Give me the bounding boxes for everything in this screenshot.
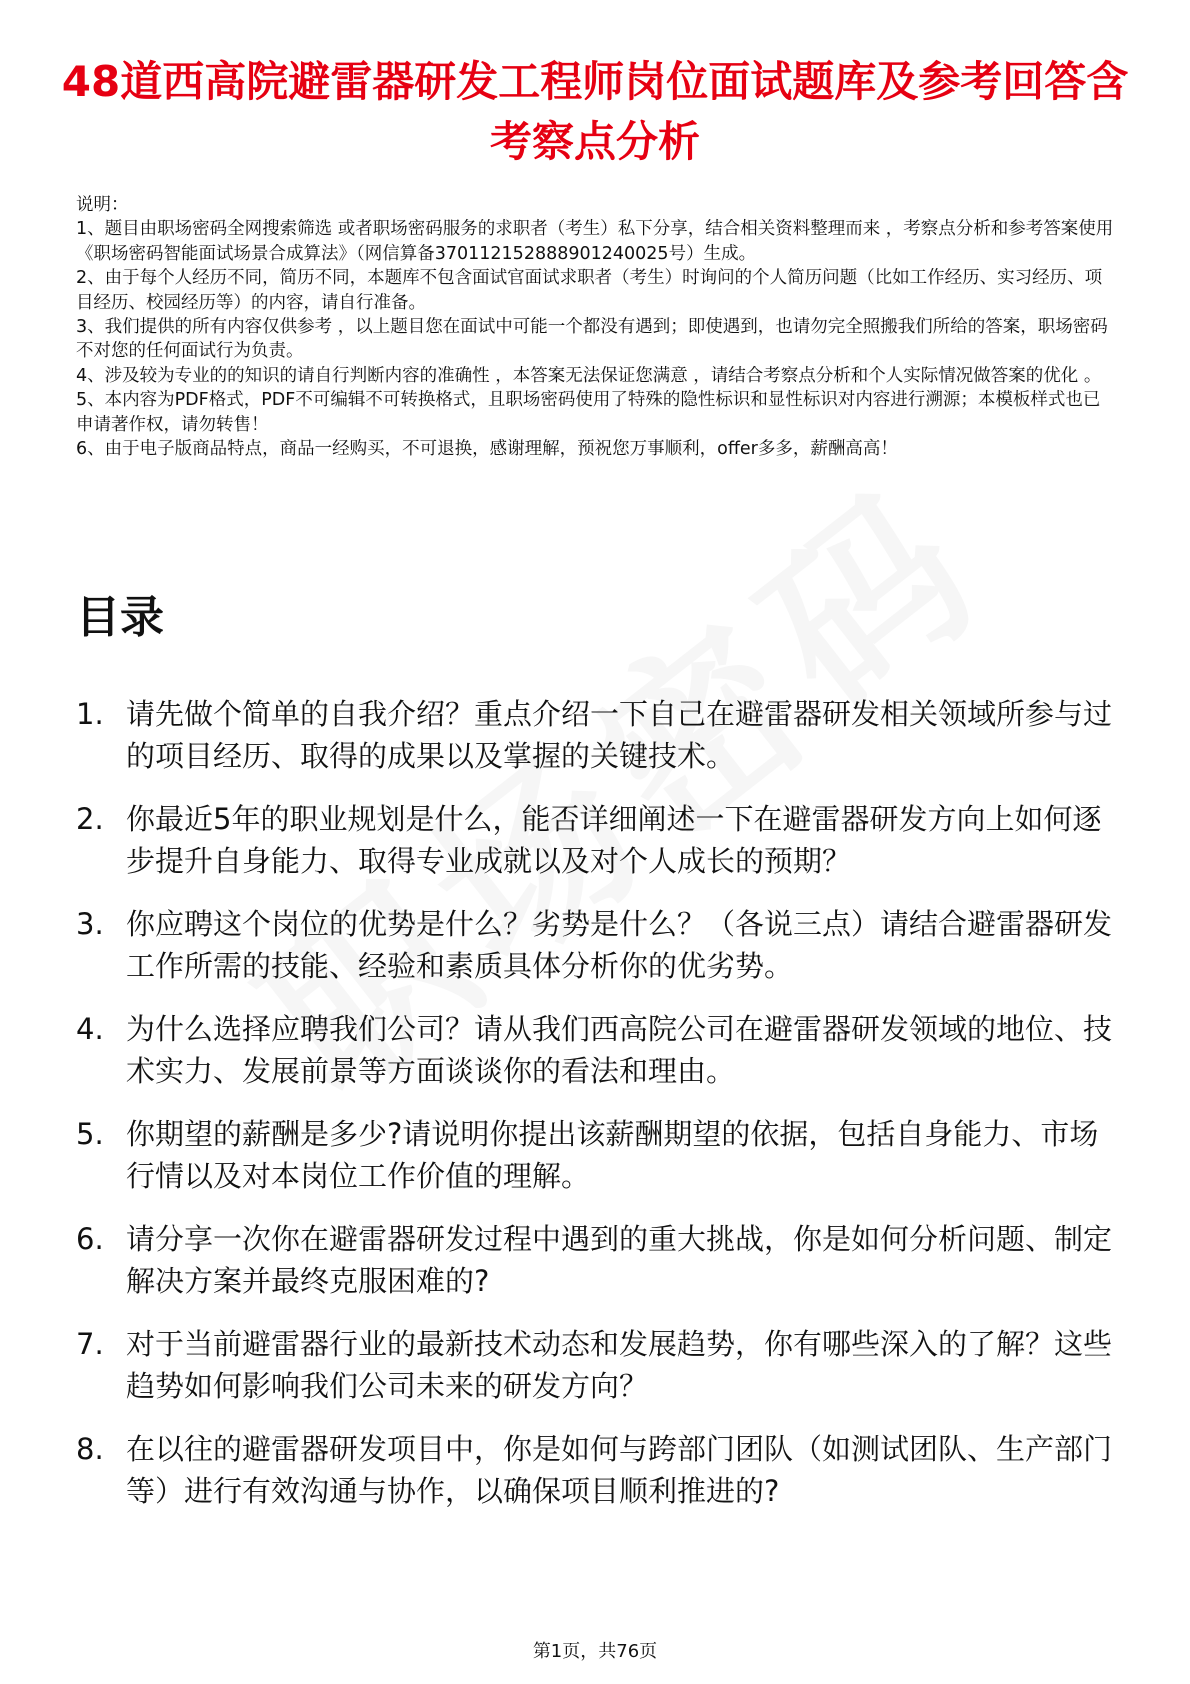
note-item-6: 6、由于电子版商品特点，商品一经购买，不可退换，感谢理解，预祝您万事顺利，offer多多，薪酬高高！ xyxy=(76,439,898,460)
toc-item-text: 请先做个简单的自我介绍？重点介绍一下自己在避雷器研发相关领域所参与过的项目经历、取得的成果以及掌握的关键技术。 xyxy=(126,697,1113,773)
document-title: 48道西高院避雷器研发工程师岗位面试题库及参考回答含考察点分析 xyxy=(61,57,1129,166)
toc-item[interactable] xyxy=(76,1218,1126,1302)
toc-item[interactable] xyxy=(76,798,1126,882)
toc-item-number: 7. xyxy=(76,1327,104,1361)
note-item-3: 3、我们提供的所有内容仅供参考 ，以上题目您在面试中可能一个都没有遇到；即使遇到，也请勿完全照搬我们所给的答案，职场密码不对您的任何面试行为负责。 xyxy=(76,317,1108,362)
toc-item-number: 2. xyxy=(76,802,104,836)
toc-heading: 目录 xyxy=(76,592,164,643)
toc-item-number: 8. xyxy=(76,1432,104,1466)
toc-item[interactable] xyxy=(76,903,1126,987)
toc-item-number: 3. xyxy=(76,907,104,941)
note-item-1: 1、题目由职场密码全网搜索筛选 或者职场密码服务的求职者（考生）私下分享，结合相关资料整理而来 ，考察点分析和参考答案使用《职场密码智能面试场景合成算法》（网信算备370112152888901240025号）生成。 xyxy=(76,219,1114,264)
toc-item-number: 4. xyxy=(76,1012,104,1046)
toc-list xyxy=(76,693,1126,1533)
toc-item[interactable] xyxy=(76,1113,1126,1197)
notes-heading: 说明： xyxy=(76,195,129,215)
toc-item[interactable] xyxy=(76,1008,1126,1092)
toc-item-text: 你最近5年的职业规划是什么，能否详细阐述一下在避雷器研发方向上如何逐步提升自身能力、取得专业成就以及对个人成长的预期？ xyxy=(126,802,1102,878)
toc-item[interactable] xyxy=(76,693,1126,777)
toc-item-text: 你期望的薪酬是多少?请说明你提出该薪酬期望的依据，包括自身能力、市场行情以及对本岗位工作价值的理解。 xyxy=(126,1117,1099,1193)
toc-item-text: 你应聘这个岗位的优势是什么？劣势是什么？（各说三点）请结合避雷器研发工作所需的技能、经验和素质具体分析你的优劣势。 xyxy=(126,907,1113,983)
toc-item[interactable] xyxy=(76,1428,1126,1512)
toc-item-text: 对于当前避雷器行业的最新技术动态和发展趋势，你有哪些深入的了解？这些趋势如何影响我们公司未来的研发方向？ xyxy=(126,1327,1113,1403)
toc-item-text: 在以往的避雷器研发项目中，你是如何与跨部门团队（如测试团队、生产部门等）进行有效沟通与协作，以确保项目顺利推进的? xyxy=(126,1432,1113,1508)
toc-item-text: 为什么选择应聘我们公司？请从我们西高院公司在避雷器研发领域的地位、技术实力、发展前景等方面谈谈你的看法和理由。 xyxy=(126,1012,1113,1088)
toc-item-number: 6. xyxy=(76,1222,104,1256)
toc-item[interactable] xyxy=(76,1323,1126,1407)
toc-item-number: 5. xyxy=(76,1117,104,1151)
toc-item-text: 请分享一次你在避雷器研发过程中遇到的重大挑战，你是如何分析问题、制定解决方案并最终克服困难的? xyxy=(126,1222,1113,1298)
page-footer: 第1页，共76页 xyxy=(532,1641,658,1662)
notes-section xyxy=(76,193,1116,461)
toc-item-number: 1. xyxy=(76,697,104,731)
note-item-5: 5、本内容为PDF格式，PDF不可编辑不可转换格式，且职场密码使用了特殊的隐性标识和显性标识对内容进行溯源；本模板样式也已申请著作权，请勿转售！ xyxy=(76,390,1101,435)
note-item-2: 2、由于每个人经历不同，简历不同，本题库不包含面试官面试求职者（考生）时询问的个人简历问题（比如工作经历、实习经历、项目经历、校园经历等）的内容，请自行准备。 xyxy=(76,268,1103,313)
note-item-4: 4、涉及较为专业的的知识的请自行判断内容的准确性 ，本答案无法保证您满意 ，请结合考察点分析和个人实际情况做答案的优化 。 xyxy=(76,365,1102,386)
